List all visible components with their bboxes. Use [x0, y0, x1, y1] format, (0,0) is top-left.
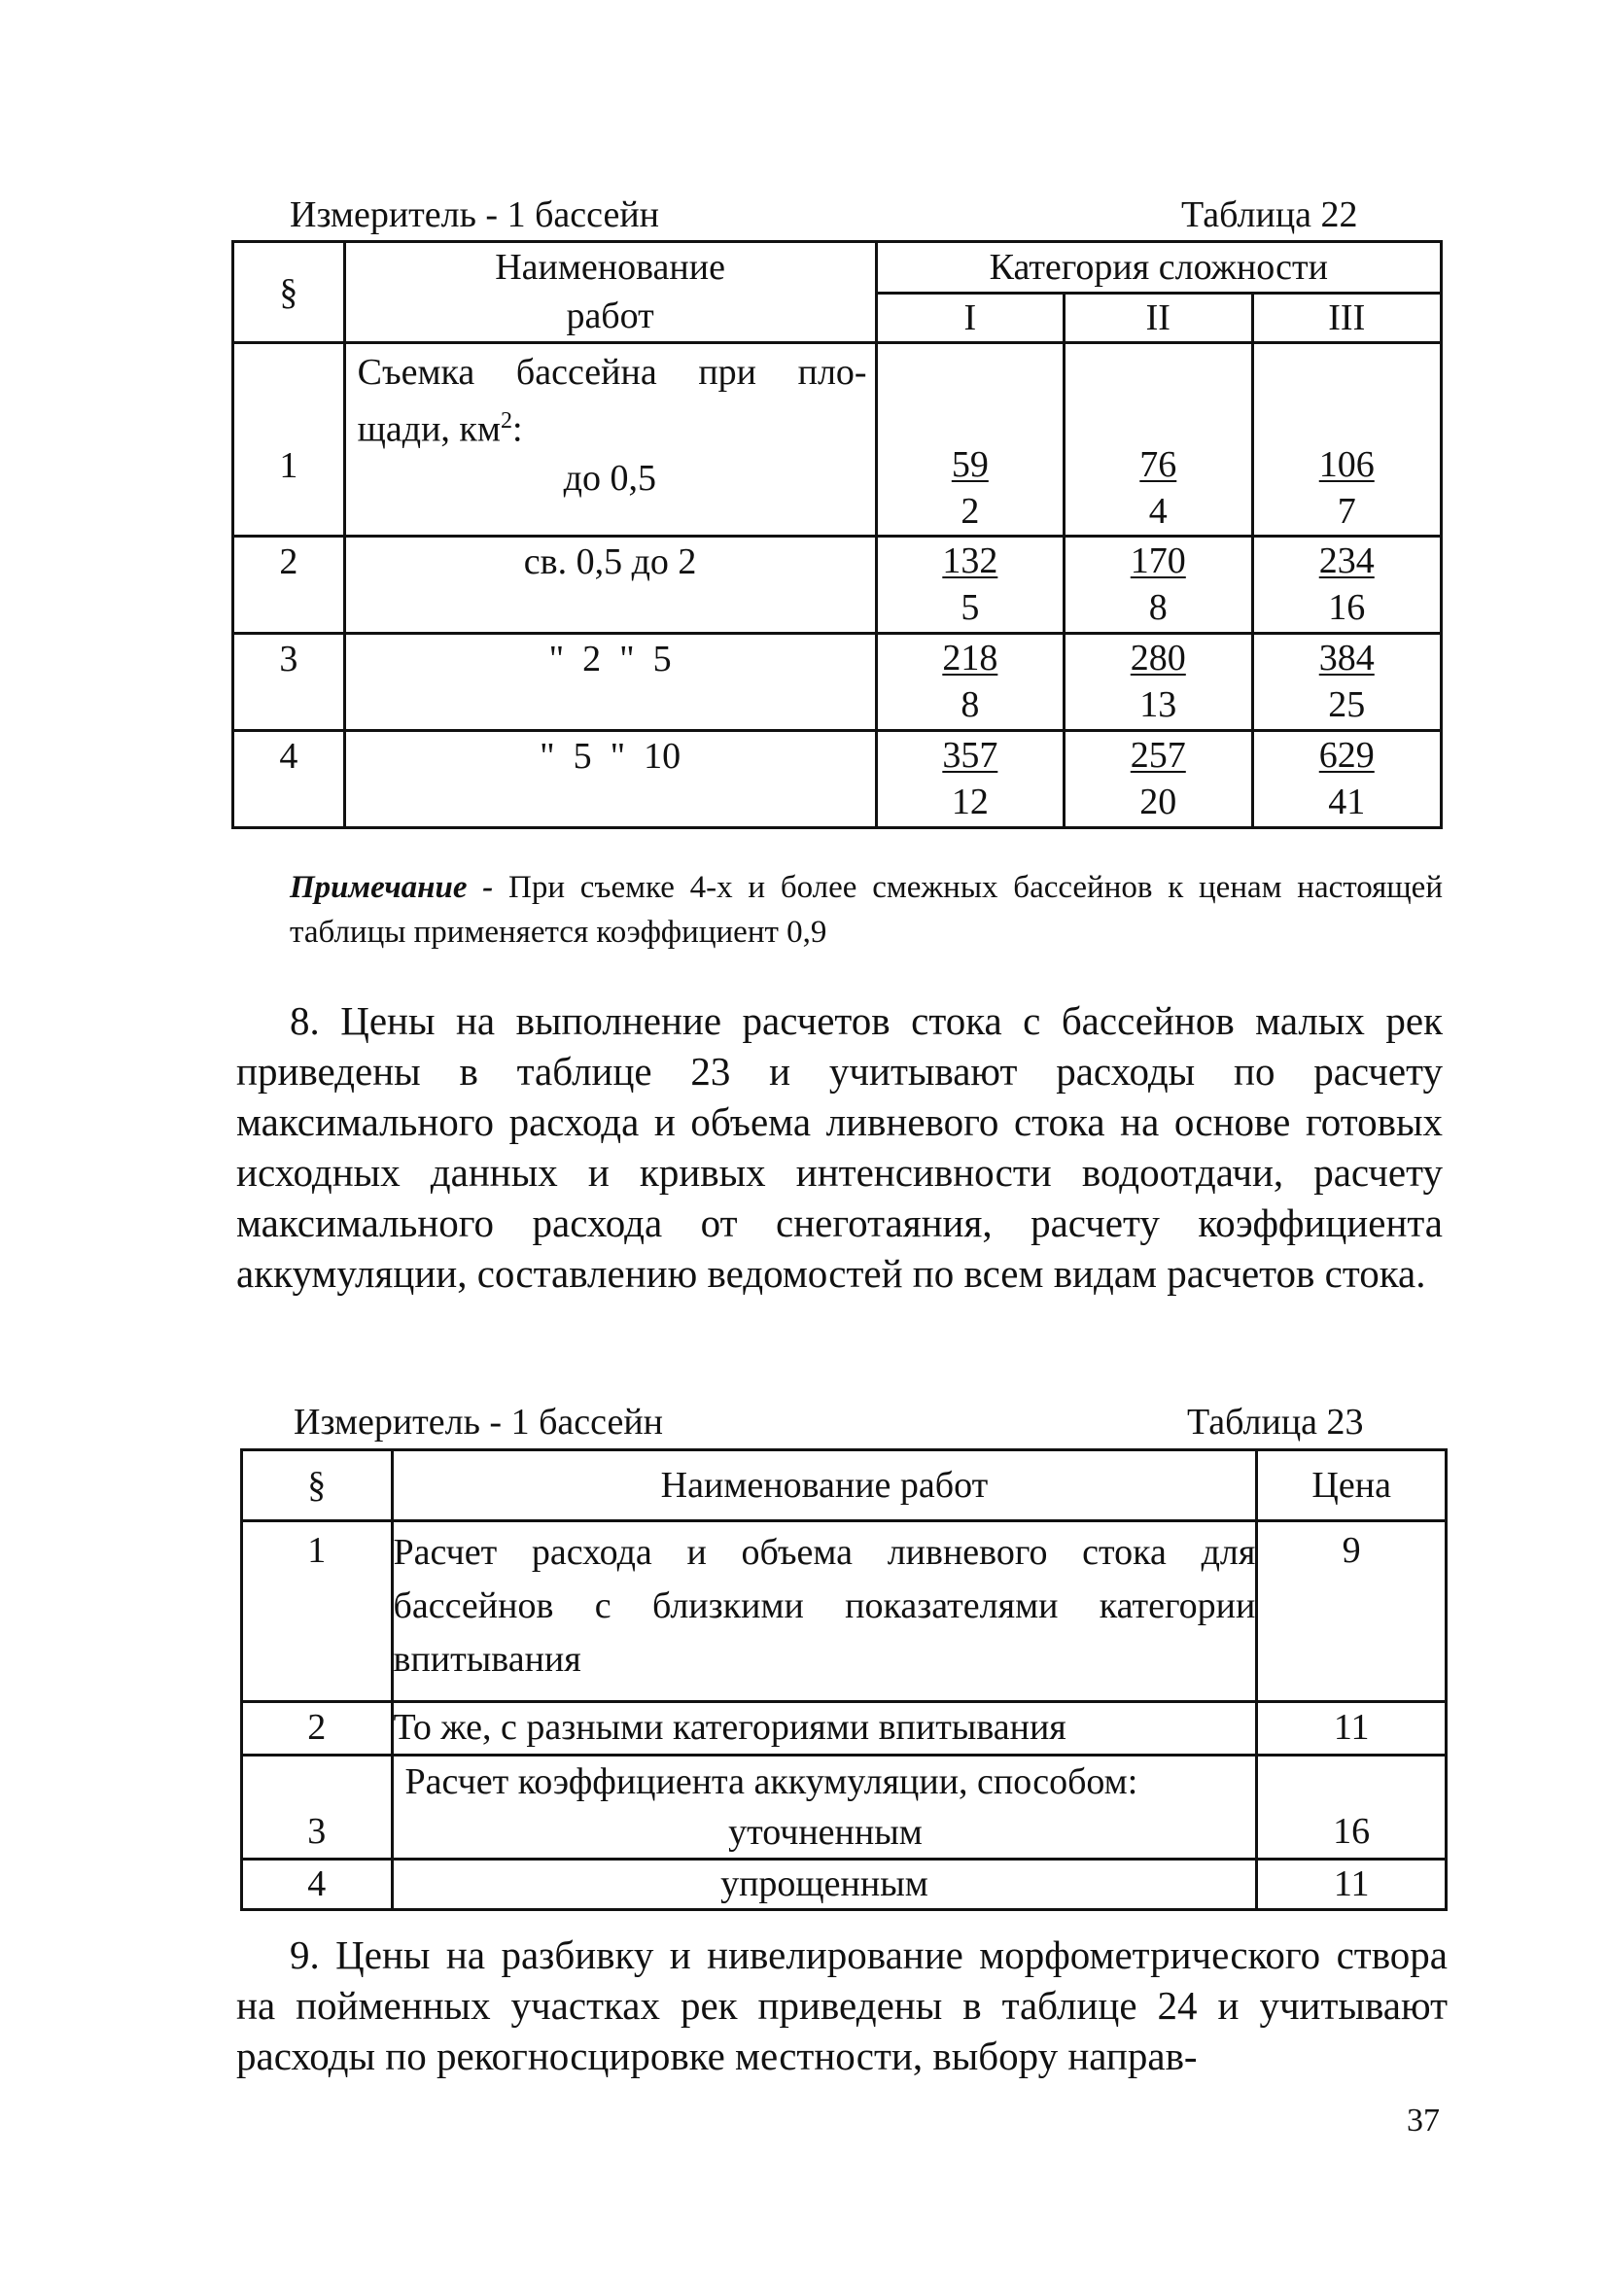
t22-cell-cat3: [1252, 537, 1441, 634]
t22-group-label-prefix: щади, км: [357, 408, 501, 450]
t22-cell-cat2: [1065, 731, 1252, 828]
t22-cell-cat2: [1065, 537, 1252, 634]
table-23: [240, 1448, 1448, 1911]
t22-row-number: 4: [233, 731, 345, 828]
paragraph-8: 8. Цены на выполнение расчетов стока с бассейнов малых рек приведены в таблице 23 и учитывают расходы по расчету максимального расхода и объема ливневого стока на основе готовых исходных данных и кривых интенсивности водоотдачи, расчету максимального расхода от снеготаяния, расчету коэффициента аккумуляции, составлению ведомостей по всем видам расчетов стока.: [236, 998, 1443, 1296]
t22-cell-cat1: [876, 731, 1064, 828]
t22-row-label: св. 0,5 до 2: [344, 537, 876, 634]
t23-header-name: Наименование работ: [392, 1450, 1257, 1521]
t22-value-bottom: 13: [1139, 684, 1177, 725]
t22-value-top: 384: [1318, 638, 1375, 678]
t23-row-price: 11: [1257, 1860, 1447, 1910]
t22-value-bottom: 7: [1337, 491, 1356, 532]
t22-value-bottom: 16: [1328, 587, 1366, 628]
t22-value-top: 132: [942, 540, 998, 581]
t22-cell-cat1: [876, 634, 1064, 731]
t22-header-para: §: [233, 242, 345, 343]
t22-row-label: " 2 " 5: [344, 634, 876, 731]
t22-cell-cat2: [1065, 634, 1252, 731]
t23-row-number: 2: [242, 1702, 393, 1756]
t22-value-top: 629: [1318, 735, 1375, 776]
t22-group-label-line1: Съемка бассейна при пло-: [357, 352, 867, 393]
t22-value-top: 106: [1318, 444, 1375, 485]
t22-row-number: 2: [233, 537, 345, 634]
table-22: [231, 240, 1443, 829]
t22-value-top: 357: [942, 735, 998, 776]
t22-header-name-line2: работ: [566, 296, 654, 336]
t22-cell-cat3: [1252, 343, 1441, 537]
page-number: 37: [1407, 2103, 1440, 2139]
t22-value-bottom: 41: [1328, 782, 1366, 822]
t22-value-top: 170: [1130, 540, 1186, 581]
t23-row-price: 16: [1257, 1756, 1447, 1860]
t23-row: [242, 1860, 1447, 1910]
t22-header-cat2: II: [1065, 294, 1252, 343]
t23-row-name: Расчет расхода и объема ливневого стока для бассейнов с близкими показателями категории впитывания: [392, 1521, 1257, 1702]
t22-header-name-line1: Наименование: [495, 247, 725, 288]
t22-value-bottom: 8: [1148, 587, 1168, 628]
t22-group-label-sup: 2: [500, 408, 512, 434]
t23-row-label: упрощенным: [392, 1860, 1257, 1910]
t23-row: [242, 1756, 1447, 1860]
t22-value-bottom: 2: [961, 491, 980, 532]
t22-row-number: 3: [233, 634, 345, 731]
table22-measure: Измеритель - 1 бассейн: [290, 194, 660, 235]
t22-header-cat1: I: [876, 294, 1064, 343]
t22-row-label: " 5 " 10: [344, 731, 876, 828]
t22-cell-cat1: [876, 343, 1064, 537]
table22-title: Таблица 22: [1181, 194, 1358, 235]
t23-header-para: §: [242, 1450, 393, 1521]
t22-row: [233, 343, 1442, 537]
table23-title: Таблица 23: [1187, 1402, 1364, 1443]
t22-cell-cat1: [876, 537, 1064, 634]
t22-header-name: [344, 242, 876, 343]
t22-group-label-colon: :: [511, 408, 523, 450]
t22-value-top: 76: [1139, 444, 1177, 485]
paragraph-9: 9. Цены на разбивку и нивелирование морфометрического створа на пойменных участках рек приведены в таблице 24 и учитывают расходы по рекогносцировке местности, выбору направ-: [236, 1932, 1448, 2078]
t22-value-top: 234: [1318, 540, 1375, 581]
table22-note: [290, 865, 1443, 955]
t22-row-label: до 0,5: [563, 457, 656, 499]
t22-value-top: 280: [1130, 638, 1186, 678]
t23-row: [242, 1702, 1447, 1756]
t23-row-price: 9: [1257, 1521, 1447, 1702]
t22-value-top: 257: [1130, 735, 1186, 776]
t23-row-name: То же, с разными категориями впитывания: [392, 1702, 1257, 1756]
t22-value-bottom: 4: [1148, 491, 1168, 532]
t22-value-bottom: 20: [1139, 782, 1177, 822]
note-label: Примечание -: [290, 870, 494, 905]
t22-group-label-line2: [358, 397, 867, 454]
t23-row-price: 11: [1257, 1702, 1447, 1756]
note-text: При съемке 4-х и более смежных бассейнов к ценам настоящей таблицы применяется коэффициент 0,9: [290, 870, 1443, 950]
t22-row-name: [344, 343, 876, 537]
t23-row-number: 4: [242, 1860, 393, 1910]
t22-value-bottom: 8: [961, 684, 980, 725]
t22-row: [233, 731, 1442, 828]
t22-value-top: 59: [951, 444, 989, 485]
t22-cell-cat3: [1252, 731, 1441, 828]
t22-value-bottom: 12: [951, 782, 989, 822]
t23-row: [242, 1521, 1447, 1702]
t23-row-number: 1: [242, 1521, 393, 1702]
t22-value-bottom: 25: [1328, 684, 1366, 725]
t22-row: [233, 634, 1442, 731]
t23-header-price: Цена: [1257, 1450, 1447, 1521]
t22-cell-cat3: [1252, 634, 1441, 731]
t22-value-bottom: 5: [961, 587, 980, 628]
t22-header-cat3: III: [1252, 294, 1441, 343]
t23-row-label: уточненным: [728, 1812, 923, 1853]
t22-value-top: 218: [942, 638, 998, 678]
t22-row: [233, 537, 1442, 634]
t22-cell-cat2: [1065, 343, 1252, 537]
t23-group-label: Расчет коэффициента аккумуляции, способом:: [404, 1761, 1138, 1802]
t23-row-number: 3: [242, 1756, 393, 1860]
t22-row-number: 1: [233, 343, 345, 537]
t22-header-category: Категория сложности: [876, 242, 1441, 294]
table23-measure: Измеритель - 1 бассейн: [294, 1402, 664, 1443]
t23-row-name: [392, 1756, 1257, 1860]
